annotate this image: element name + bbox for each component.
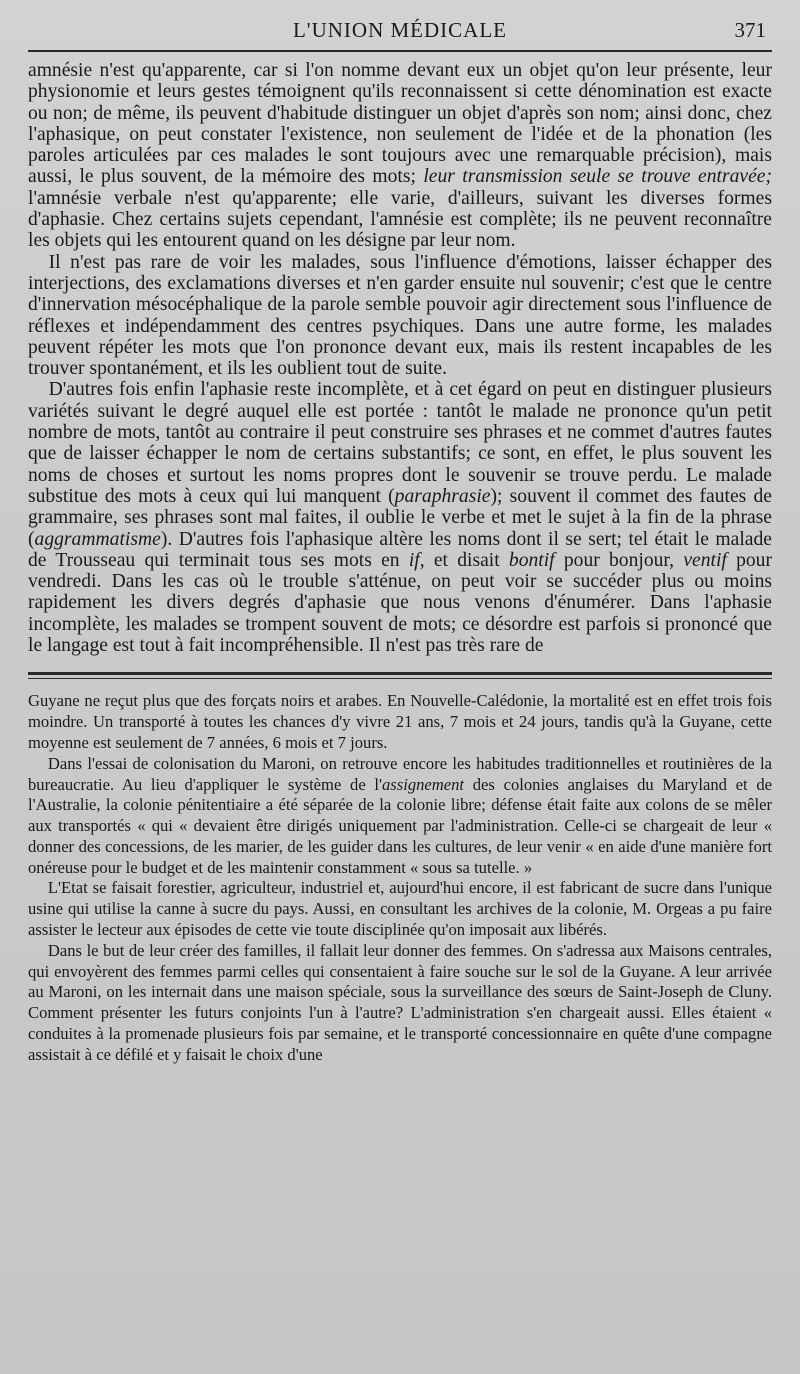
- p1-italic: leur transmission seule se trouve entravée;: [423, 166, 772, 188]
- f2-text-b: des colonies anglaises du Maryland et de l'Australie, la colonie pénitentiaire a été séparée de la colonie libre; défense était faite aux colons de se mêler aux transportés « qui « devaient être dirigés uniquement par l'administration. Celle-ci se chargeait de leur « donner des concessions, de les marier, de les guider dans les cultures, de leur venir « en aide d'une manière fort onéreuse pour le budget et de les maintenir constamment « sous sa tutelle. »: [28, 774, 772, 877]
- page-number: 371: [734, 18, 766, 42]
- p3-text-c: ). D'autres fois l'aphasique altère les noms dont il se sert; tel était le malade de Trousseau qui terminait tous ses mots en: [28, 528, 772, 571]
- body-paragraph-1: [28, 60, 772, 252]
- footnote-rule-thin: [28, 678, 772, 679]
- f2-italic-assignement: assignement: [382, 774, 465, 794]
- body-paragraph-2: Il n'est pas rare de voir les malades, sous l'influence d'émotions, laisser échapper des interjections, des exclamations diverses et n'en garder ensuite nul souvenir; c'est que le centre d'innervation mésocéphalique de la parole semble pouvoir agir directement sous l'influence de réflexes et indépendamment des centres psychiques. Dans une autre forme, les malades peuvent répéter les mots que l'on prononce devant eux, mais ils restent incapables de les trouver spontanément, et ils les oublient tout de suite.: [28, 251, 772, 380]
- p1-text-b: l'amnésie verbale n'est qu'apparente; elle varie, d'ailleurs, suivant les diverses formes d'aphasie. Chez certains sujets cependant, l'amnésie est complète; ils ne peuvent reconnaître les objets qui les entourent quand on les désigne par leur nom.: [28, 187, 772, 252]
- p3-text-a: D'autres fois enfin l'aphasie reste incomplète, et à cet égard on peut en distinguer plusieurs variétés suivant le degré auquel elle est portée : tantôt le malade ne prononce qu'un petit nombre de mots, tantôt au contraire il peut construire ses phrases et ne commet d'autres fautes que de laisser échapper le nom de certains substantifs; ce sont, en effet, le plus souvent les noms de choses et surtout les noms propres dont le souvenir se trouve perdu. Le malade substitue des mots à ceux qui lui manquent (: [28, 379, 772, 507]
- f2-text-a: Dans l'essai de colonisation du Maroni, on retrouve encore les habitudes traditionnelles et routinières de la bureaucratie. Au lieu d'appliquer le système de l': [28, 753, 772, 794]
- footnote-paragraph-4: Dans le but de leur créer des familles, il fallait leur donner des femmes. On s'adressa aux Maisons centrales, qui envoyèrent des femmes parmi celles qui consentaient à faire souche sur le sol de la Guyane. A leur arrivée au Maroni, on les internait dans une maison spéciale, sous la surveillance des sœurs de Saint-Joseph de Cluny. Comment présenter les futurs conjoints l'un à l'autre? L'administration s'en chargeait aussi. Elles étaient « conduites à la promenade plusieurs fois par semaine, et le transporté concessionnaire en quête d'une compagne assistait à ce défilé et y faisait le choix d'une: [28, 940, 772, 1064]
- footnote-rule-thick: [28, 672, 772, 675]
- p3-italic-if: if: [408, 549, 420, 571]
- page-header: [28, 14, 772, 50]
- p3-italic-paraphrasie: paraphrasie: [394, 485, 491, 507]
- footnote-paragraph-2: [28, 754, 772, 879]
- p3-text-b: ); souvent il commet des fautes de grammaire, ses phrases sont mal faites, il oublie le verbe et met le sujet à la fin de la phrase (: [28, 485, 772, 550]
- p3-italic-ventif: ventif: [683, 549, 727, 571]
- p3-italic-aggrammatisme: aggrammatisme: [34, 528, 161, 550]
- p3-text-f: pour vendredi. Dans les cas où le trouble s'atténue, on peut voir se succéder plus ou moins rapidement les divers degrés d'aphasie que nous venons d'énumérer. Dans l'aphasie incomplète, les malades se trompent souvent de mots; ce désordre est parfois si prononcé que le langage est tout à fait incompréhensible. Il n'est pas très rare de: [28, 549, 772, 657]
- p3-text-d: , et disait: [419, 549, 509, 571]
- p3-italic-bontif: bontif: [508, 549, 555, 571]
- footnotes: [28, 691, 772, 1065]
- footnote-paragraph-3: L'Etat se faisait forestier, agriculteur, industriel et, aujourd'hui encore, il est fabricant de sucre dans l'unique usine qui utilise la canne à sucre du pays. Aussi, en consultant les archives de la colonie, M. Orgeas a pu faire assister le lecteur aux épisodes de cette vie toute disciplinée qu'on imposait aux libérés.: [28, 878, 772, 940]
- main-text: [28, 60, 772, 656]
- footnote-paragraph-1: Guyane ne reçut plus que des forçats noirs et arabes. En Nouvelle-Calédonie, la mortalité est en effet trois fois moindre. Un transporté à toutes les chances d'y vivre 21 ans, 7 mois et 24 jours, tandis qu'à la Guyane, cette moyenne est seulement de 7 années, 6 mois et 7 jours.: [28, 691, 772, 752]
- body-paragraph-3: [28, 379, 772, 656]
- header-rule: [28, 50, 772, 52]
- p3-text-e: pour bonjour,: [554, 549, 684, 571]
- p1-text-a: amnésie n'est qu'apparente, car si l'on nomme devant eux un objet qu'on leur présente, leur physionomie et leurs gestes témoignent qu'ils reconnaissent si cette dénomination est exacte ou non; de même, ils peuvent d'habitude distinguer un objet d'après son nom; ainsi donc, chez l'aphasique, on peut constater l'existence, non seulement de l'idée et de la phonation (les paroles articulées par ces malades le sont toujours avec une remarquable précision), mais aussi, le plus souvent, de la mémoire des mots;: [28, 60, 772, 188]
- running-title: L'UNION MÉDICALE: [292, 18, 507, 42]
